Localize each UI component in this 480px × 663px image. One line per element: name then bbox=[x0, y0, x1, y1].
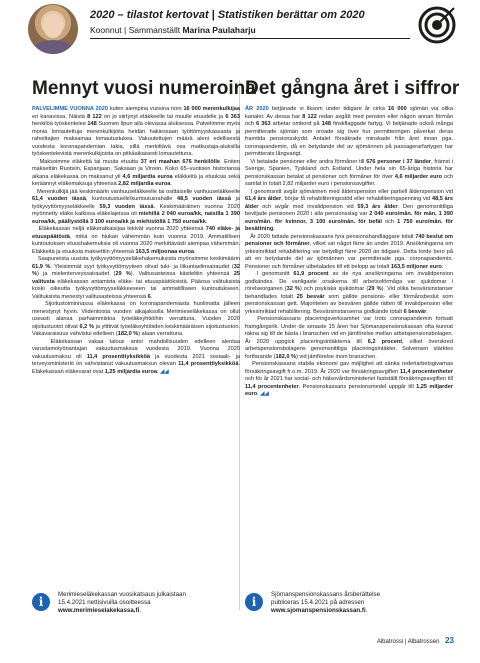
paragraph: Pensionskassans placeringsverksamhet var trots coronapandemin fortsatt framgångsrik. Under de senaste 15 åren har Sjömanspensionskassan ofta kunnat räkna sig till de bästa i branschen vid en jämförelse mellan arbetspensionsbolagen. År 2020 uppgick placeringsintäkterna till 6,2 procent, vilket överskred arbetspensionsbolagens genomsnittliga placeringsintäkter. Solvensen stärktes fortfarande (182,0 %) vid jämförelse inom branschen. bbox=[245, 316, 453, 360]
paragraph: I genomsnitt 61,9 procent av de nya ansökningarna om invalidpension godkändes. De vanligaste orsakerna till arbetsoförmåga var sjukdomar i rörelseorganen (32 %) och psykiska sjukdomar (29 %). Vid olika besvärsinstanser behandlades totalt 25 besvär som gällde pensions- eller förmånsbeslut som pensionskassan gett. Majoriteten av besvären gällde rätten till invalidpension eller yrkesinriktad rehabilitering. Besvärsinstanserna godkände totalt 6 besvär. bbox=[245, 271, 454, 315]
paragraph: Pensionskassans stabila ekonomi gav möjlighet att sänka rederiarbetsgivarnas försäkringsavgift fr.o.m. 2019. År 2020 var försäkringsavgiften 11,4 procentenheter och för år 2021 har social- och hälsovårdsministeriet fastställt försäkringsavgiften till 11,4 procentenheter. Pensionskassans pensionsmedel uppgår till 1,25 miljarder euro. ◢◢ bbox=[245, 361, 454, 397]
paragraph: Maksoimme eläkettä tai muuta etuutta 37 eri maahan 676 henkilölle. Eniten maksettiin Ruotsiin, Espanjaan, Saksaan ja Viroon. Koko 65–vuotisen historiansa aikana eläkekassa on maksanut yli 4,6 miljardia euroa eläkkeitä ja etuuksia sekä keräännyt eläkemaksuja yhteensä 2,82 miljardia euroa. bbox=[32, 158, 240, 187]
end-mark: ◢◢ bbox=[160, 368, 169, 375]
paragraph: Saapuneista uusista työkyvyttömyyseläkehakemuksista myönsimme keskimäärin 61,9 %. Yleisimmät syyt työkyvyttömyyteen olivat tuki- ja liikuntaelinsairaudet (32 %) ja mielenterveyssairaudet (29 %). Valitusasteissa käsiteltiin yhteensä 25 valitusta eläkekassan antamista eläke- tai etuuspäätöksistä. Pääosa valituksista koski oikeutta työkyvyttömyyseläkkeeseen tai ammatilliseen kuntoutukseen. Valituksista menestyi valitusasteissa yhteensä 6. bbox=[32, 256, 241, 300]
header-rule bbox=[90, 38, 410, 39]
paragraph: Eläkekassan vakaa talous antoi mahdollisuuden edelleen alentaa varustamotyönantajan vakuutusmaksua vuodesta 2019. Vuonna 2020 vakuutusmaksu oli 11,4 prosenttiyksikköä ja vuodesta 2021 sosiaali- ja terveysministeriö on vahvistanut vakuutusmaksun olevan 11,4 prosenttiyksikköä. Eläkekassan eläkevarat ovat 1,25 miljardia euroa. ◢◢ bbox=[32, 338, 240, 375]
finnish-column bbox=[32, 78, 256, 376]
paragraph: ÅR 2020 betjänade vi liksom under tidigare år cirka 16 000 sjömän via olika kanaler. Av dessa har 8 122 redan avgått med pension eller någon annan förmån och 6 363 arbetar ombord på 148 finskflaggade fartyg. Vi betjänade också många permitterade sjömän som oroade sig över hur permitteringen påverkar deras framtida pensionsskydd. Antalet försäkrade minskade från året innan pga. coronapandemin, då en betydande del av sjömännen på passagerarfartygen har permitterats långvarigt. bbox=[245, 106, 453, 157]
website-link[interactable]: www.sjomanspensionskassan.fi bbox=[271, 607, 366, 614]
paragraph: PALVELIMME VUONNA 2020 kuten aiempina vuosina noin 16 000 merenkulkijaa eri kanavissa. Näistä 8 122 on jo siirtynyt eläkkeelle tai muulle etuudelle ja 6 363 henkilöä työskentelee 148 Suomen lipun alla olevassa aluksessa. Palvelimme myös monia lomautettuja merenkulkijoita heidän hakiessaan työttömyyskassasta ja rahoittajien maksamaa lomautustukea. Vakuutettujen määrä aleni edellisestä vuodesta koronapandemian takia, sillä merkittävä osa matkustaja-aluksilla työskentelevistä merenkulkijoista on pitkäaikaisesti lomautettuna. bbox=[32, 106, 240, 157]
info-icon: i bbox=[245, 593, 263, 611]
heading-sv: Det gångna året i siffror bbox=[245, 78, 460, 99]
info-box-fi: i Merimieseläkekassan vuosikatsaus julkaistaan 15.4.2021 nettisivuilla osoitteessa www.merimieselakekassa.fi. bbox=[32, 591, 240, 627]
end-mark: ◢◢ bbox=[260, 391, 269, 397]
target-icon bbox=[418, 6, 456, 44]
paragraph: År 2020 fattade pensionskassans fyra pensionshandläggare totalt 740 beslut om pensioner och förmåner, vilket var något färre än under 2019. Ansökningarna om yrkesinriktad rehabilitering var betydligt färre 2020 än tidigare. Detta torde bero på att en betydande del av sjömännen var permitterade pga. coronapandemin. Pensioner och förmåner utbetalades till ett belopp av totalt 163,5 miljoner euro. bbox=[245, 233, 453, 270]
heading-fi: Mennyt vuosi numeroina bbox=[32, 78, 256, 99]
page-header bbox=[0, 0, 480, 58]
info-icon: i bbox=[32, 593, 50, 611]
page-number: 23 bbox=[445, 636, 454, 645]
paragraph: Sijoitustoiminnassa eläkekassa on koronapandemiasta huolimatta jälleen menestynyt hyvin. Viidentoista vuoden aikajaksolla Merimieseläkekassa on ollut useasti alansa parhaimmistoa työeläkeyhtiöihin verrattuna. Vuoden 2020 sijoitustuotot olivat 6,2 % ja ylittivät työeläkeyhtiöiden keskimääräisen sijoitustuoton. Vakavaraisuus vahvistui edelleen (182,0 %) alaan verrattuna. bbox=[32, 301, 240, 337]
publication-name: Albatrossi | Albatrossen bbox=[376, 639, 440, 645]
paragraph: I genomsnitt avgår sjömännen med ålderspension eller partiell ålderspension vid 61,4 års ålder, börjar få rehabiliteringsstöd eller rehabiliteringspenning vid 48,5 års ålder och avgår med invalidpension vid 59,3 års ålder. Den genomsnittliga beviljade pensionen 2020 i alla pensionsslag var 2 040 euro/mån. för män, 1 390 euro/mån. för kvinnor, 3 100 euro/mån. för befäl och 1 750 euro/mån. för besättning. bbox=[245, 188, 454, 232]
author-photo bbox=[28, 4, 78, 54]
section-title: 2020 – tilastot kertovat | Statistiken berättar om 2020 bbox=[90, 9, 365, 21]
paragraph: Eläkekassan neljä eläkeratkaisijaa tekivät vuonna 2020 yhteensä 740 eläke- ja etuuspäätöstä, mikä on hiukan vähemmän kuin vuonna 2019. Ammatillisen kuntoutuksen etuushakemuksia oli vuonna 2020 merkittävästi aiempaa vähemmän. Eläkkeitä ja etuuksia maksettiin yhteensä 163,5 miljoonaa euroa. bbox=[32, 226, 240, 255]
page-footer bbox=[377, 636, 454, 645]
paragraph: Merenkulkijä jää keskimäärin vanhuuseläkkeelle tai osittaiselle vanhuuseläkkeelle 61,4 vuoden iässä, kuntoutustuelle/kuntoutusrahalle 48,5 vuoden iässä ja työkyvyttömyyseläkkeelle 59,3 vuoden iässä. Keskimääräinen vuonna 2020 myönnetty eläke kaikissa eläkelajeissa oli miehillä 2 040 euroa/kk, naisilla 1 390 euroa/kk, päällystöllä 3 100 euroa/kk ja miehistöllä 1 750 euroa/kk. bbox=[32, 188, 241, 225]
info-box-sv: i Sjömanspensionskassans årsberättelse publiceras 15.4.2021 på adressen www.sjomanspensionskassan.fi. bbox=[245, 591, 453, 627]
swedish-column bbox=[245, 78, 460, 399]
website-link[interactable]: www.merimieselakekassa.fi bbox=[58, 607, 140, 614]
byline: Koonnut | Sammanställt Marina Paulaharju bbox=[90, 25, 256, 35]
paragraph: Vi betalade pensioner eller andra förmåner till 676 personer i 37 länder, främst i Sverige, Spanien, Tyskland och Estland. Under hela sin 65-åriga historia har pensionskassan betalat ut pensioner och förmåner för över 4,6 miljarder euro och samlat in totalt 2,82 miljarder euro i pensionsavgifter. bbox=[245, 158, 454, 187]
